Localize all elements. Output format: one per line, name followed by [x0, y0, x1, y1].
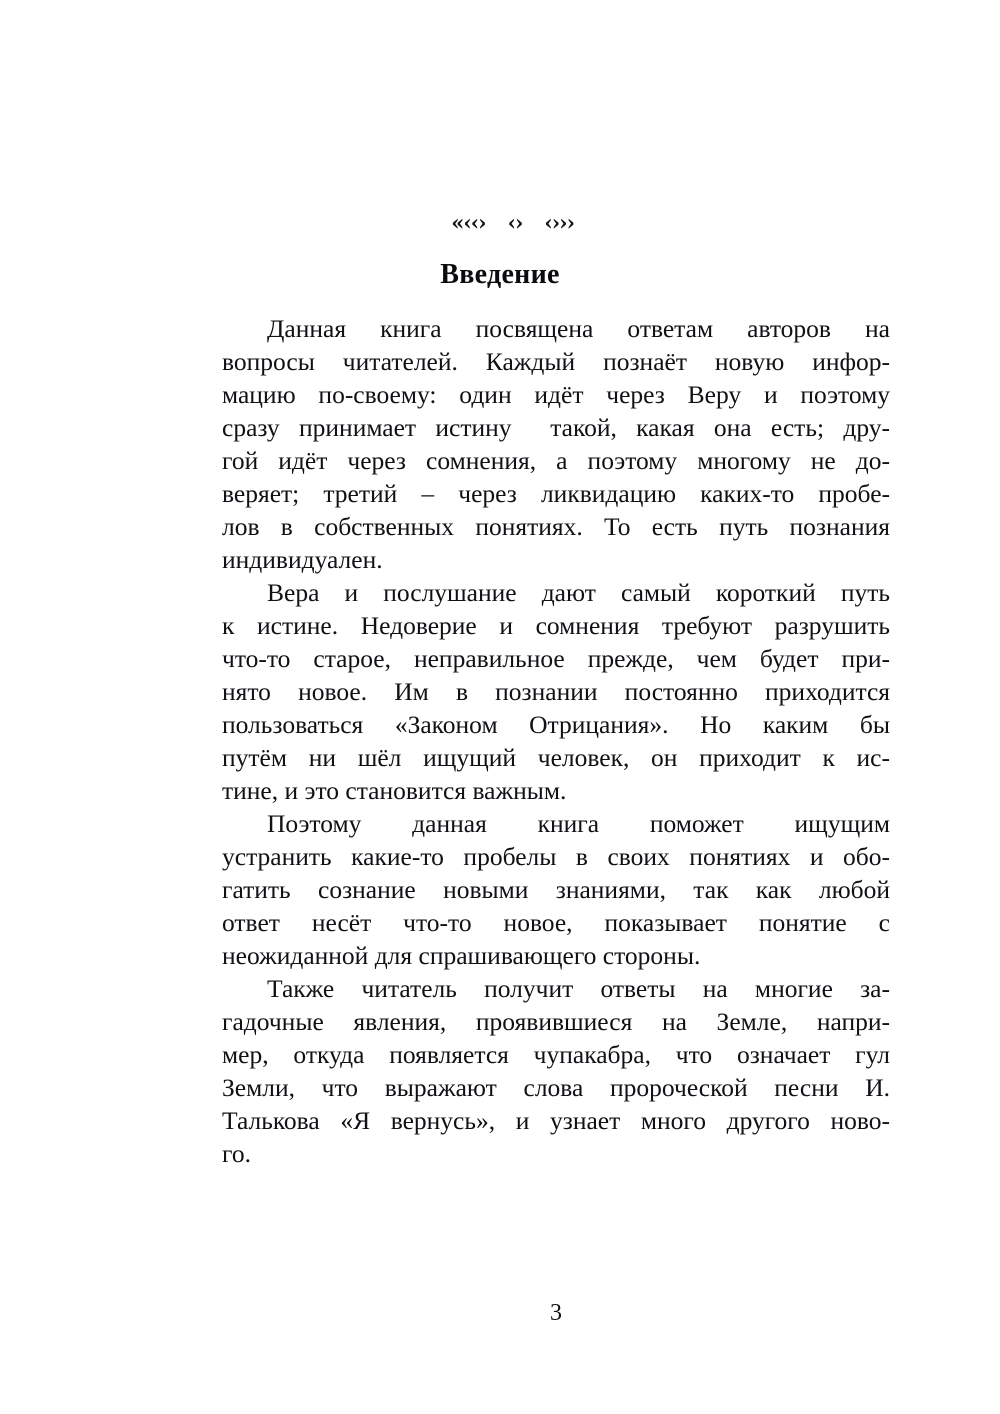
text-line: лов в собственных понятиях. То есть путь познания [222, 512, 890, 541]
text-line: Земли, что выражают слова пророческой песни И. [222, 1073, 890, 1102]
text-line: неожиданной для спрашивающего стороны. [222, 941, 701, 970]
text-line: ответ несёт что-то новое, показывает понятие с [222, 908, 890, 937]
paragraph [222, 312, 890, 576]
text-line: гадочные явления, проявившиеся на Земле, напри- [222, 1007, 890, 1036]
paragraph [222, 972, 890, 1170]
text-line: сразу принимает истину такой, какая она есть; дру- [222, 413, 890, 442]
text-line: Талькова «Я вернусь», и узнает много другого ново- [222, 1106, 890, 1135]
text-line: что-то старое, неправильное прежде, чем будет при- [222, 644, 890, 673]
text-line: индивидуален. [222, 545, 383, 574]
text-line: гой идёт через сомнения, а поэтому многому не до- [222, 446, 890, 475]
chevron-ornament [0, 185, 1000, 260]
text-line: к истине. Недоверие и сомнения требуют разрушить [222, 611, 890, 640]
page-title: Введение [440, 258, 560, 290]
text-line: пользоваться «Законом Отрицания». Но каким бы [222, 710, 890, 739]
text-line: Данная книга посвящена ответам авторов на [267, 314, 890, 343]
text-line: устранить какие-то пробелы в своих понятиях и обо- [222, 842, 890, 871]
chevron-ornament-group-2: ‹› [507, 210, 523, 235]
paragraph [222, 576, 890, 807]
text-line: го. [222, 1139, 251, 1168]
paragraph [222, 807, 890, 972]
text-line: мацию по-своему: один идёт через Веру и поэтому [222, 380, 890, 409]
text-line: путём ни шёл ищущий человек, он приходит к ис- [222, 743, 890, 772]
text-line: Также читатель получит ответы на многие за- [267, 974, 890, 1003]
body-text [222, 312, 890, 1170]
text-line: гатить сознание новыми знаниями, так как любой [222, 875, 890, 904]
chevron-ornament-group-3: ‹››› [544, 210, 574, 235]
text-line: нято новое. Им в познании постоянно приходится [222, 677, 890, 706]
text-line: вопросы читателей. Каждый познаёт новую инфор- [222, 347, 890, 376]
text-line: Поэтому данная книга поможет ищущим [267, 809, 890, 838]
text-line: веряет; третий – через ликвидацию каких-то пробе- [222, 479, 890, 508]
page-number: 3 [550, 1300, 562, 1326]
text-line: тине, и это становится важным. [222, 776, 567, 805]
chevron-ornament-group-1: «‹‹› [451, 210, 486, 235]
text-line: мер, откуда появляется чупакабра, что означает гул [222, 1040, 890, 1069]
text-line: Вера и послушание дают самый короткий путь [267, 578, 890, 607]
